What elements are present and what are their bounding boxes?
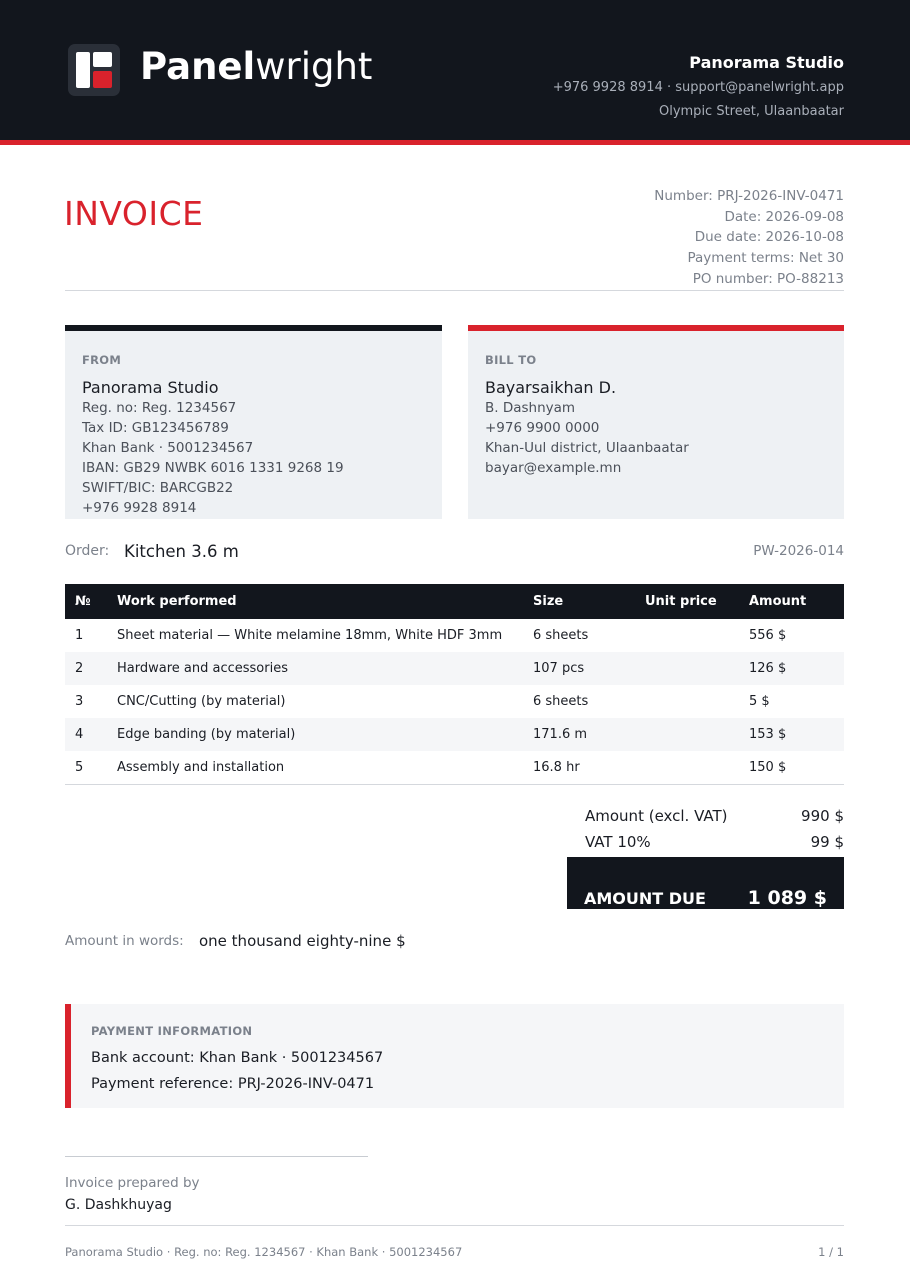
cell-size: 16.8 hr <box>523 751 635 784</box>
from-swift: SWIFT/BIC: BARCGB22 <box>82 480 234 496</box>
po-number: PO number: PO-88213 <box>692 270 844 287</box>
amount-due-label: AMOUNT DUE <box>584 889 706 908</box>
cell-unit-price <box>635 685 739 718</box>
from-bank: Khan Bank · 5001234567 <box>82 440 254 456</box>
cell-number: 5 <box>65 751 107 784</box>
company-address: Olympic Street, Ulaanbaatar <box>658 104 844 119</box>
cell-number: 2 <box>65 652 107 685</box>
prepared-by-name: G. Dashkhuyag <box>65 1197 172 1213</box>
cell-amount: 5 $ <box>749 694 770 709</box>
cell-unit-price <box>635 652 739 685</box>
brand-wordmark: Panelwright <box>140 45 373 88</box>
prepared-by-label: Invoice prepared by <box>65 1175 200 1191</box>
cell-size: 6 sheets <box>533 694 589 709</box>
amount-due-value: 1 089 $ <box>747 887 827 909</box>
cell-work: Edge banding (by material) <box>107 718 523 751</box>
invoice-title: INVOICE <box>64 194 204 233</box>
bill-to-contact: B. Dashnyam <box>485 400 576 416</box>
cell-size: 6 sheets <box>533 628 589 643</box>
order-label: Order: <box>65 543 110 559</box>
subtotal-value: 990 $ <box>801 807 844 825</box>
order-code: PW-2026-014 <box>753 543 844 559</box>
cell-number: 4 <box>65 718 107 751</box>
table-row <box>65 619 844 652</box>
bill-to-label: BILL TO <box>485 353 537 367</box>
cell-number: 3 <box>75 694 84 709</box>
bill-to-address: Khan-Uul district, Ulaanbaatar <box>485 440 689 456</box>
invoice-date: Date: 2026-09-08 <box>724 208 844 225</box>
vat-label: VAT 10% <box>585 833 651 851</box>
col-header-amount: Amount <box>739 584 844 619</box>
from-name: Panorama Studio <box>82 378 219 397</box>
col-header-unit-price: Unit price <box>635 584 739 619</box>
bill-to-panel <box>468 325 844 519</box>
col-header-number: № <box>65 584 107 619</box>
cell-number: 1 <box>75 628 84 643</box>
payment-terms: Payment terms: Net 30 <box>687 250 844 267</box>
from-label: FROM <box>82 353 122 367</box>
cell-work: Hardware and accessories <box>107 652 523 685</box>
company-name: Panorama Studio <box>689 53 844 72</box>
table-header-row <box>65 584 844 619</box>
cell-unit-price <box>635 718 739 751</box>
cell-work: Assembly and installation <box>107 751 523 784</box>
invoice-due-date: Due date: 2026-10-08 <box>694 229 844 246</box>
header-accent-bar <box>0 140 910 145</box>
page-header <box>0 0 910 140</box>
panelwright-logo-icon <box>68 44 120 96</box>
amount-due-box <box>567 857 844 909</box>
payment-info-panel <box>65 1004 844 1108</box>
signature-line <box>65 1156 368 1157</box>
from-iban: IBAN: GB29 NWBK 6016 1331 9268 19 <box>82 460 344 476</box>
vat-row <box>585 833 844 851</box>
subtotal-row <box>585 807 844 825</box>
divider <box>65 290 844 291</box>
company-contact: +976 9928 8914 · support@panelwright.app <box>552 80 844 95</box>
cell-amount: 556 $ <box>749 628 787 643</box>
payment-bank-account: Bank account: Khan Bank · 5001234567 <box>91 1050 384 1066</box>
cell-unit-price <box>635 751 739 784</box>
payment-info-label: PAYMENT INFORMATION <box>91 1024 253 1038</box>
bill-to-phone: +976 9900 0000 <box>485 420 600 436</box>
bill-to-name: Bayarsaikhan D. <box>485 378 617 397</box>
amount-in-words-label: Amount in words: <box>65 933 184 949</box>
from-phone: +976 9928 8914 <box>82 500 197 516</box>
invoice-meta <box>654 186 844 290</box>
amount-in-words-value: one thousand eighty-nine $ <box>199 932 406 950</box>
table-row <box>65 652 844 685</box>
payment-reference: Payment reference: PRJ-2026-INV-0471 <box>91 1076 375 1092</box>
bill-to-email: bayar@example.mn <box>485 460 622 476</box>
cell-size: 171.6 m <box>523 718 635 751</box>
cell-amount: 153 $ <box>739 718 844 751</box>
table-row <box>65 751 844 784</box>
vat-value: 99 $ <box>810 833 844 851</box>
col-header-size: Size <box>523 584 635 619</box>
table-row <box>65 718 844 751</box>
cell-size: 107 pcs <box>523 652 635 685</box>
from-panel <box>65 325 442 519</box>
line-items-table <box>65 584 844 785</box>
subtotal-label: Amount (excl. VAT) <box>585 807 728 825</box>
cell-amount: 126 $ <box>739 652 844 685</box>
footer-company-info: Panorama Studio · Reg. no: Reg. 1234567 · Khan Bank · 5001234567 <box>65 1245 463 1259</box>
cell-work: Sheet material — White melamine 18mm, White HDF 3mm <box>117 628 503 643</box>
from-tax-id: Tax ID: GB123456789 <box>82 420 229 436</box>
from-reg-no: Reg. no: Reg. 1234567 <box>82 400 237 416</box>
cell-amount: 150 $ <box>739 751 844 784</box>
order-value: Kitchen 3.6 m <box>124 542 239 561</box>
table-row <box>65 685 844 718</box>
footer-divider <box>65 1225 844 1226</box>
cell-work: CNC/Cutting (by material) <box>117 694 286 709</box>
cell-unit-price <box>635 619 739 652</box>
col-header-work: Work performed <box>107 584 523 619</box>
page-number: 1 / 1 <box>818 1245 844 1259</box>
invoice-number: Number: PRJ-2026-INV-0471 <box>654 188 844 204</box>
